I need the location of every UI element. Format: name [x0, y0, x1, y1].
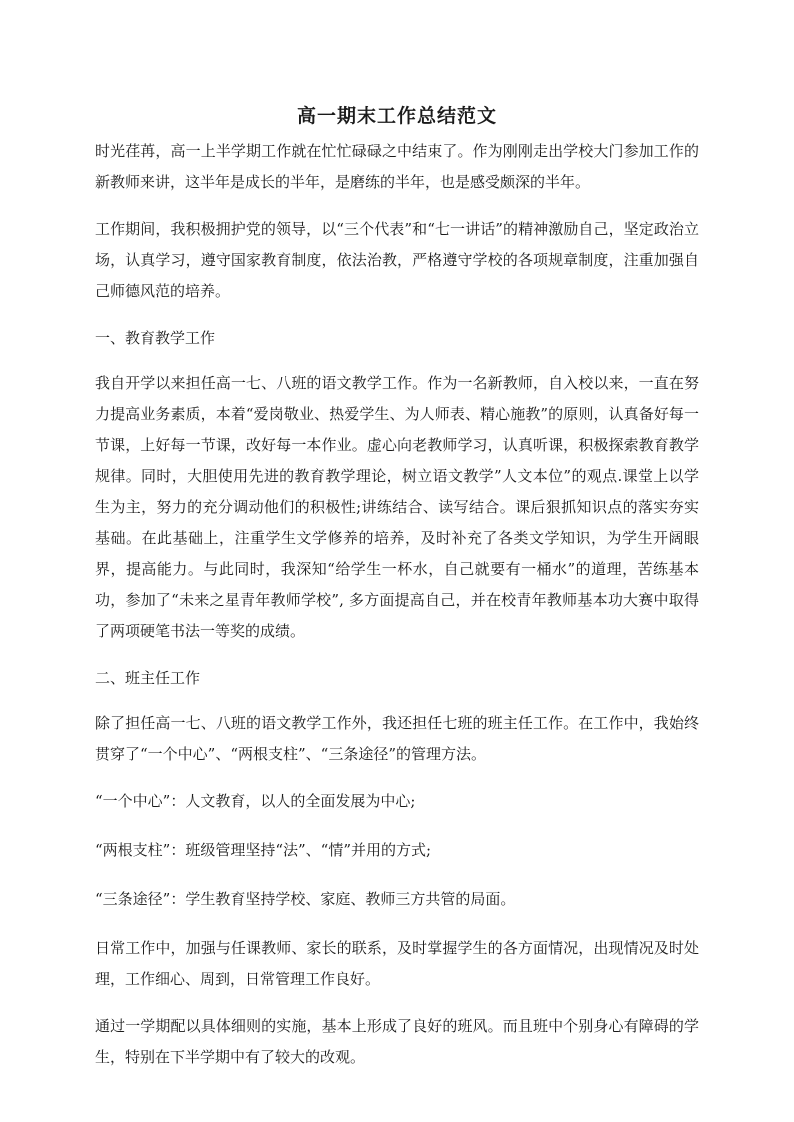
- three-paths-paragraph: “三条途径”：学生教育坚持学校、家庭、教师三方共管的局面。: [95, 890, 516, 908]
- class-style-paragraph: 通过一学期配以具体细则的实施，基本上形成了良好的班风。而且班中个别身心有障碍的学生，特别在下半学期中有了较大的改观。: [95, 1017, 699, 1066]
- teaching-paragraph: 我自开学以来担任高一七、八班的语文教学工作。作为一名新教师，自入校以来，一直在努力提高业务素质，本着“爱岗敬业、热爱学生、为人师表、精心施教”的原则，认真备好每一节课，上好每一节课，改好每一本作业。虚心向老教师学习，认真听课，积极探索教育教学规律。同时，大胆使用先进的教育教学理论，树立语文教学”人文本位”的观点.课堂上以学生为主，努力的充分调动他们的积极性;讲练结合、读写结合。课后狠抓知识点的落实夯实基础。在此基础上，注重学生文学修养的培养，及时补充了各类文学知识，为学生开阔眼界，提高能力。与此同时，我深知“给学生一杯水，自己就要有一桶水”的道理，苦练基本功，参加了“未来之星青年教师学校”, 多方面提高自己，并在校青年教师基本功大赛中取得了两项硬笔书法一等奖的成绩。: [95, 374, 699, 640]
- class-teacher-paragraph: 除了担任高一七、八班的语文教学工作外，我还担任七班的班主任工作。在工作中，我始终贯穿了“一个中心”、“两根支柱”、“三条途径”的管理方法。: [95, 714, 699, 763]
- two-pillars-paragraph: “两根支柱”：班级管理坚持“法”、“情”并用的方式;: [95, 841, 432, 859]
- daily-work-paragraph: 日常工作中，加强与任课教师、家长的联系，及时掌握学生的各方面情况，出现情况及时处理，工作细心、周到，日常管理工作良好。: [95, 939, 699, 988]
- political-paragraph: 工作期间，我积极拥护党的领导，以“三个代表”和“七一讲话”的精神激励自己，坚定政治立场，认真学习，遵守国家教育制度，依法治教，严格遵守学校的各项规章制度，注重加强自己师德风范的培养。: [95, 220, 699, 300]
- document-title: 高一期末工作总结范文: [296, 105, 497, 127]
- section-heading-class-teacher: 二、班主任工作: [95, 669, 201, 687]
- intro-paragraph: 时光荏苒，高一上半学期工作就在忙忙碌碌之中结束了。作为刚刚走出学校大门参加工作的新教师来讲，这半年是成长的半年，是磨练的半年，也是感受颇深的半年。: [95, 142, 699, 191]
- document-body: [95, 136, 699, 1089]
- one-center-paragraph: “一个中心”：人文教育，以人的全面发展为中心;: [95, 792, 416, 810]
- section-heading-teaching: 一、教育教学工作: [95, 329, 216, 347]
